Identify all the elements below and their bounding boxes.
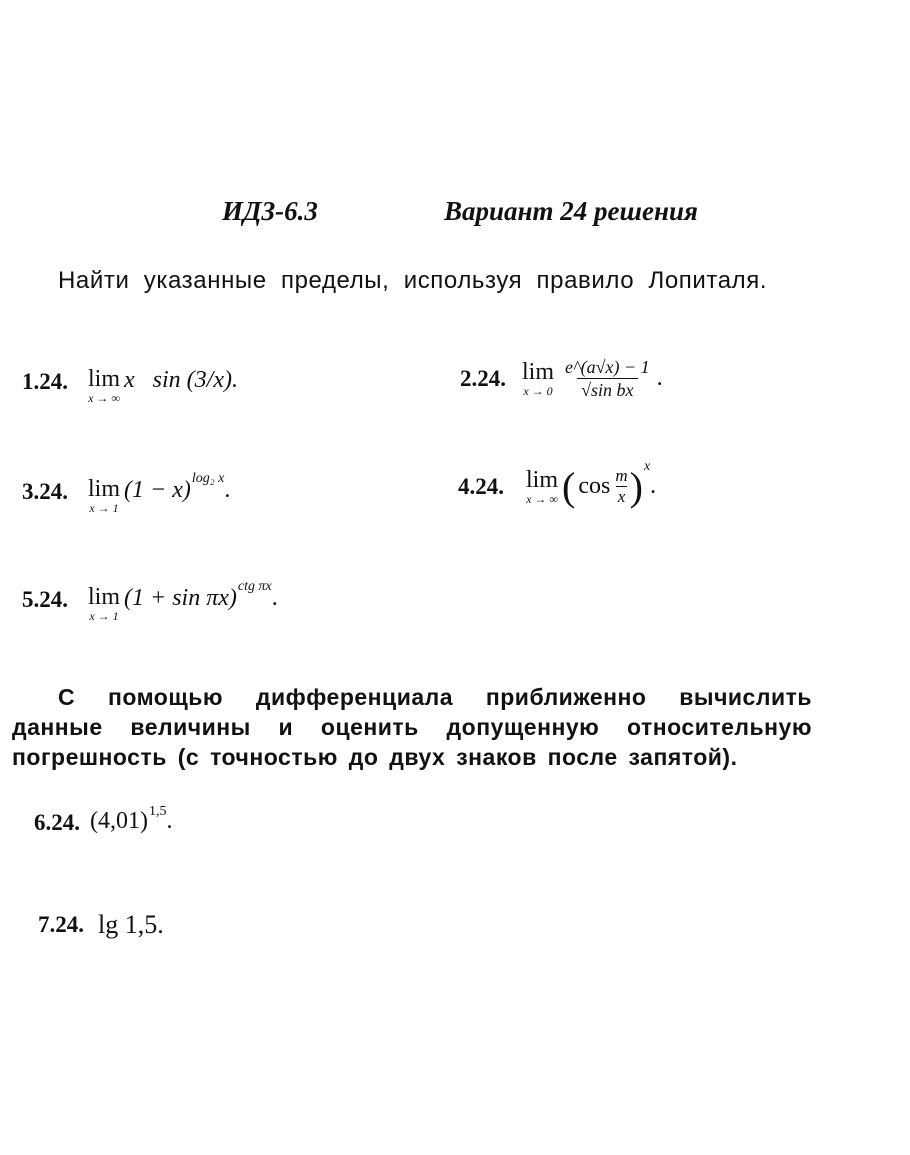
problem-number: 3.24. [22, 479, 68, 504]
power-expression [124, 578, 278, 612]
fraction-denominator: √sin bx [577, 378, 637, 401]
problem-number: 4.24. [458, 473, 504, 499]
expression-tail: . [656, 365, 663, 391]
section2-instruction: С помощью дифференциала приближенно вычислить данные величины и оценить допущенную относительную погрешность (с точностью до двух знаков после запятой). [12, 684, 812, 770]
power-exponent: log₂ x [191, 470, 225, 486]
problem-2-24 [460, 356, 663, 401]
variant-title: Вариант 24 решения [444, 196, 698, 226]
lim-subscript: x → 0 [523, 384, 553, 398]
problem-number: 2.24. [460, 365, 506, 391]
problem-5-24 [22, 578, 278, 623]
expression-tail: . [166, 808, 173, 834]
power-exponent: 1,5 [148, 803, 167, 819]
power-exponent: ctg πx [237, 578, 272, 594]
fraction [561, 356, 654, 401]
problem-7-24 [38, 910, 164, 940]
section1-instruction: Найти указанные пределы, используя правило Лопиталя. [58, 267, 768, 294]
limit-operator [88, 366, 120, 405]
power-base: (1 − x) [124, 477, 191, 503]
limit-operator [522, 359, 554, 398]
problem-number: 6.24. [34, 810, 80, 835]
lim-subscript: x → ∞ [526, 492, 558, 506]
lim-word: lim [88, 366, 121, 392]
problem-3-24 [22, 470, 231, 515]
expression-tail: . [650, 473, 657, 499]
limit-operator [88, 584, 120, 623]
power-expression [562, 458, 657, 509]
right-paren: ) [629, 463, 643, 509]
problem-number: 1.24. [22, 369, 68, 394]
expression-tail: . [224, 477, 231, 503]
power-base: (1 + sin πx) [124, 585, 237, 611]
problem-6-24 [34, 803, 173, 836]
cos-function: cos [578, 473, 611, 499]
problem-number: 7.24. [38, 912, 84, 937]
power-expression [124, 470, 231, 504]
lim-word: lim [88, 476, 121, 502]
limit-operator [526, 467, 558, 506]
doc-code: ИДЗ-6.3 [222, 196, 318, 226]
fraction [615, 466, 627, 507]
power-expression [90, 803, 173, 835]
lim-word: lim [88, 584, 121, 610]
fraction-denominator: x [617, 487, 626, 506]
lim-subscript: x → 1 [89, 609, 119, 623]
left-paren: ( [562, 463, 576, 509]
power-exponent: x [643, 458, 651, 474]
limit-expression: x sin (3/x). [124, 367, 238, 393]
lim-word: lim [522, 359, 555, 385]
fraction-numerator: m [615, 466, 628, 485]
problem-4-24 [458, 458, 657, 509]
expression-tail: . [271, 585, 278, 611]
problem-number: 5.24. [22, 587, 68, 612]
lim-subscript: x → ∞ [88, 391, 120, 405]
power-base: (4,01) [90, 808, 148, 834]
limit-operator [88, 476, 120, 515]
fraction-numerator: e^(a√x) − 1 [565, 357, 650, 377]
lg-expression: lg 1,5. [98, 910, 164, 939]
problem-1-24 [22, 366, 238, 405]
lim-subscript: x → 1 [89, 501, 119, 515]
lim-word: lim [526, 467, 559, 493]
